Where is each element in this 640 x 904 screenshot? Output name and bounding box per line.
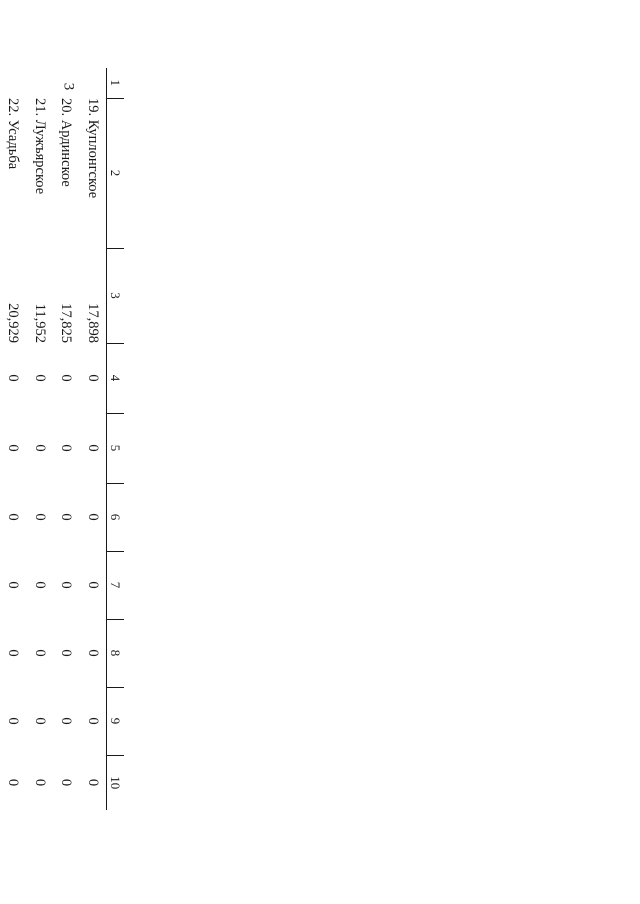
table-row bbox=[80, 68, 107, 810]
row-col-8-cell: 0 bbox=[31, 649, 48, 657]
row-col-10-cell: 0 bbox=[58, 778, 75, 787]
row-col-8-cell: 0 bbox=[58, 649, 75, 657]
row-name: 20. Ардинское bbox=[58, 98, 75, 187]
row-col-1-cell bbox=[80, 68, 107, 98]
row-col-9-cell: 0 bbox=[84, 717, 101, 725]
row-name-cell bbox=[0, 98, 27, 248]
row-col-10-cell: 0 bbox=[5, 778, 22, 787]
row-col-5-cell: 0 bbox=[31, 444, 48, 452]
row-col-1-cell bbox=[0, 68, 27, 98]
row-col-10-cell: 0 bbox=[31, 778, 48, 787]
row-value-cell: 11,952 bbox=[31, 303, 48, 343]
row-col-8-cell: 0 bbox=[5, 649, 22, 657]
row-col-5-cell: 0 bbox=[5, 444, 22, 452]
row-col-7-cell: 0 bbox=[31, 581, 48, 589]
row-name-cell bbox=[27, 98, 54, 248]
row-col-9-cell: 0 bbox=[5, 717, 22, 725]
rotated-table-container bbox=[0, 68, 124, 828]
row-col-8-cell: 0 bbox=[84, 649, 101, 657]
row-col-4-cell: 0 bbox=[58, 374, 75, 382]
table-body bbox=[0, 68, 124, 810]
row-name-cell bbox=[80, 98, 107, 248]
row-name: 21. Лужъярское bbox=[31, 98, 48, 195]
row-name: 19. Куплонгское bbox=[84, 98, 101, 199]
header-col-4: 4 bbox=[107, 343, 125, 413]
page-number: 3 bbox=[60, 82, 77, 91]
data-table bbox=[0, 68, 124, 810]
row-col-7-cell: 0 bbox=[84, 581, 101, 589]
header-col-9: 9 bbox=[107, 687, 125, 755]
row-col-4-cell: 0 bbox=[5, 374, 22, 382]
row-col-6-cell: 0 bbox=[5, 513, 22, 521]
header-col-7: 7 bbox=[107, 551, 125, 619]
row-col-6-cell: 0 bbox=[84, 513, 101, 521]
row-col-9-cell: 0 bbox=[58, 717, 75, 725]
row-col-10-cell: 0 bbox=[84, 778, 101, 787]
row-col-5-cell: 0 bbox=[84, 444, 101, 452]
row-col-5-cell: 0 bbox=[58, 444, 75, 452]
row-col-7-cell: 0 bbox=[5, 581, 22, 589]
table-row bbox=[0, 68, 27, 810]
row-col-7-cell: 0 bbox=[58, 581, 75, 589]
row-col-1-cell bbox=[53, 68, 80, 98]
row-col-6-cell: 0 bbox=[58, 513, 75, 521]
header-col-3: 3 bbox=[107, 248, 125, 343]
header-col-6: 6 bbox=[107, 483, 125, 551]
table-row bbox=[27, 68, 54, 810]
row-col-4-cell: 0 bbox=[84, 374, 101, 382]
header-row bbox=[107, 68, 125, 810]
row-value-cell: 17,825 bbox=[58, 303, 75, 343]
table-row bbox=[53, 68, 80, 810]
header-col-2: 2 bbox=[107, 98, 125, 248]
header-col-10: 10 bbox=[107, 755, 125, 810]
row-value-cell: 17,898 bbox=[84, 303, 101, 343]
header-col-1: 1 bbox=[107, 68, 125, 98]
row-col-6-cell: 0 bbox=[31, 513, 48, 521]
row-col-4-cell: 0 bbox=[31, 374, 48, 382]
header-col-5: 5 bbox=[107, 413, 125, 483]
row-name: 22. Усадьба bbox=[5, 98, 22, 170]
row-col-9-cell: 0 bbox=[31, 717, 48, 725]
header-col-8: 8 bbox=[107, 619, 125, 687]
row-value-cell: 20,929 bbox=[5, 303, 22, 343]
row-name-cell bbox=[53, 98, 80, 248]
row-col-1-cell bbox=[27, 68, 54, 98]
